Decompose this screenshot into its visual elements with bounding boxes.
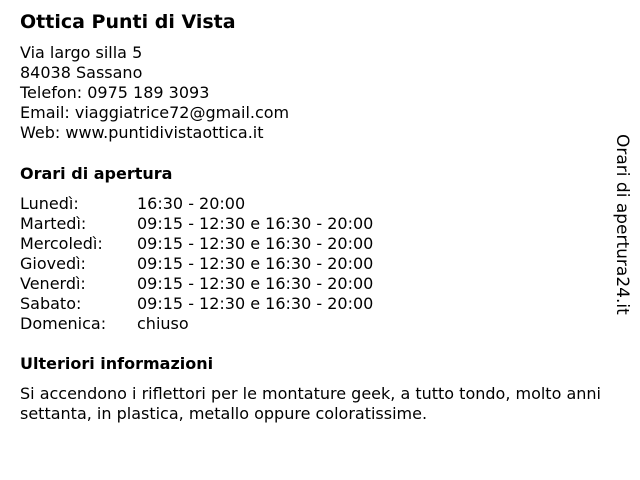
time-value: 09:15 - 12:30 e 16:30 - 20:00 (137, 294, 374, 313)
store-name: Ottica Punti di Vista (20, 11, 236, 33)
hours-row-friday (20, 274, 373, 294)
time-value: 09:15 - 12:30 e 16:30 - 20:00 (137, 274, 374, 293)
address-line-street: Via largo silla 5 (20, 43, 143, 62)
address-line-city: 84038 Sassano (20, 63, 143, 82)
time-value: 09:15 - 12:30 e 16:30 - 20:00 (137, 214, 374, 233)
brand-watermark: Orari di apertura24.it (612, 134, 632, 315)
hours-row-thursday (20, 254, 373, 274)
phone-text: Telefon: 0975 189 3093 (20, 83, 210, 102)
time-value: 09:15 - 12:30 e 16:30 - 20:00 (137, 254, 374, 273)
email-text: Email: viaggiatrice72@gmail.com (20, 103, 290, 122)
hours-row-tuesday (20, 214, 373, 234)
time-value: chiuso (137, 314, 189, 333)
time-value: 09:15 - 12:30 e 16:30 - 20:00 (137, 234, 374, 253)
day-label: Venerdì: (20, 274, 86, 293)
day-label: Martedì: (20, 214, 87, 233)
contact-block (20, 43, 289, 143)
day-label: Mercoledì: (20, 234, 103, 253)
more-info-heading: Ulteriori informazioni (20, 354, 214, 373)
opening-hours-heading: Orari di apertura (20, 164, 173, 183)
time-value: 16:30 - 20:00 (137, 194, 246, 213)
day-label: Lunedì: (20, 194, 79, 213)
day-label: Sabato: (20, 294, 82, 313)
day-label: Giovedì: (20, 254, 86, 273)
hours-row-sunday (20, 314, 373, 334)
hours-row-monday (20, 194, 373, 214)
opening-hours-table (20, 194, 373, 334)
hours-row-wednesday (20, 234, 373, 254)
more-info-text: Si accendono i riflettori per le montature geek, a tutto tondo, molto anni settanta, in plastica, metallo oppure coloratissime. (20, 384, 601, 423)
hours-row-saturday (20, 294, 373, 314)
web-text: Web: www.puntidivistaottica.it (20, 123, 264, 142)
day-label: Domenica: (20, 314, 107, 333)
